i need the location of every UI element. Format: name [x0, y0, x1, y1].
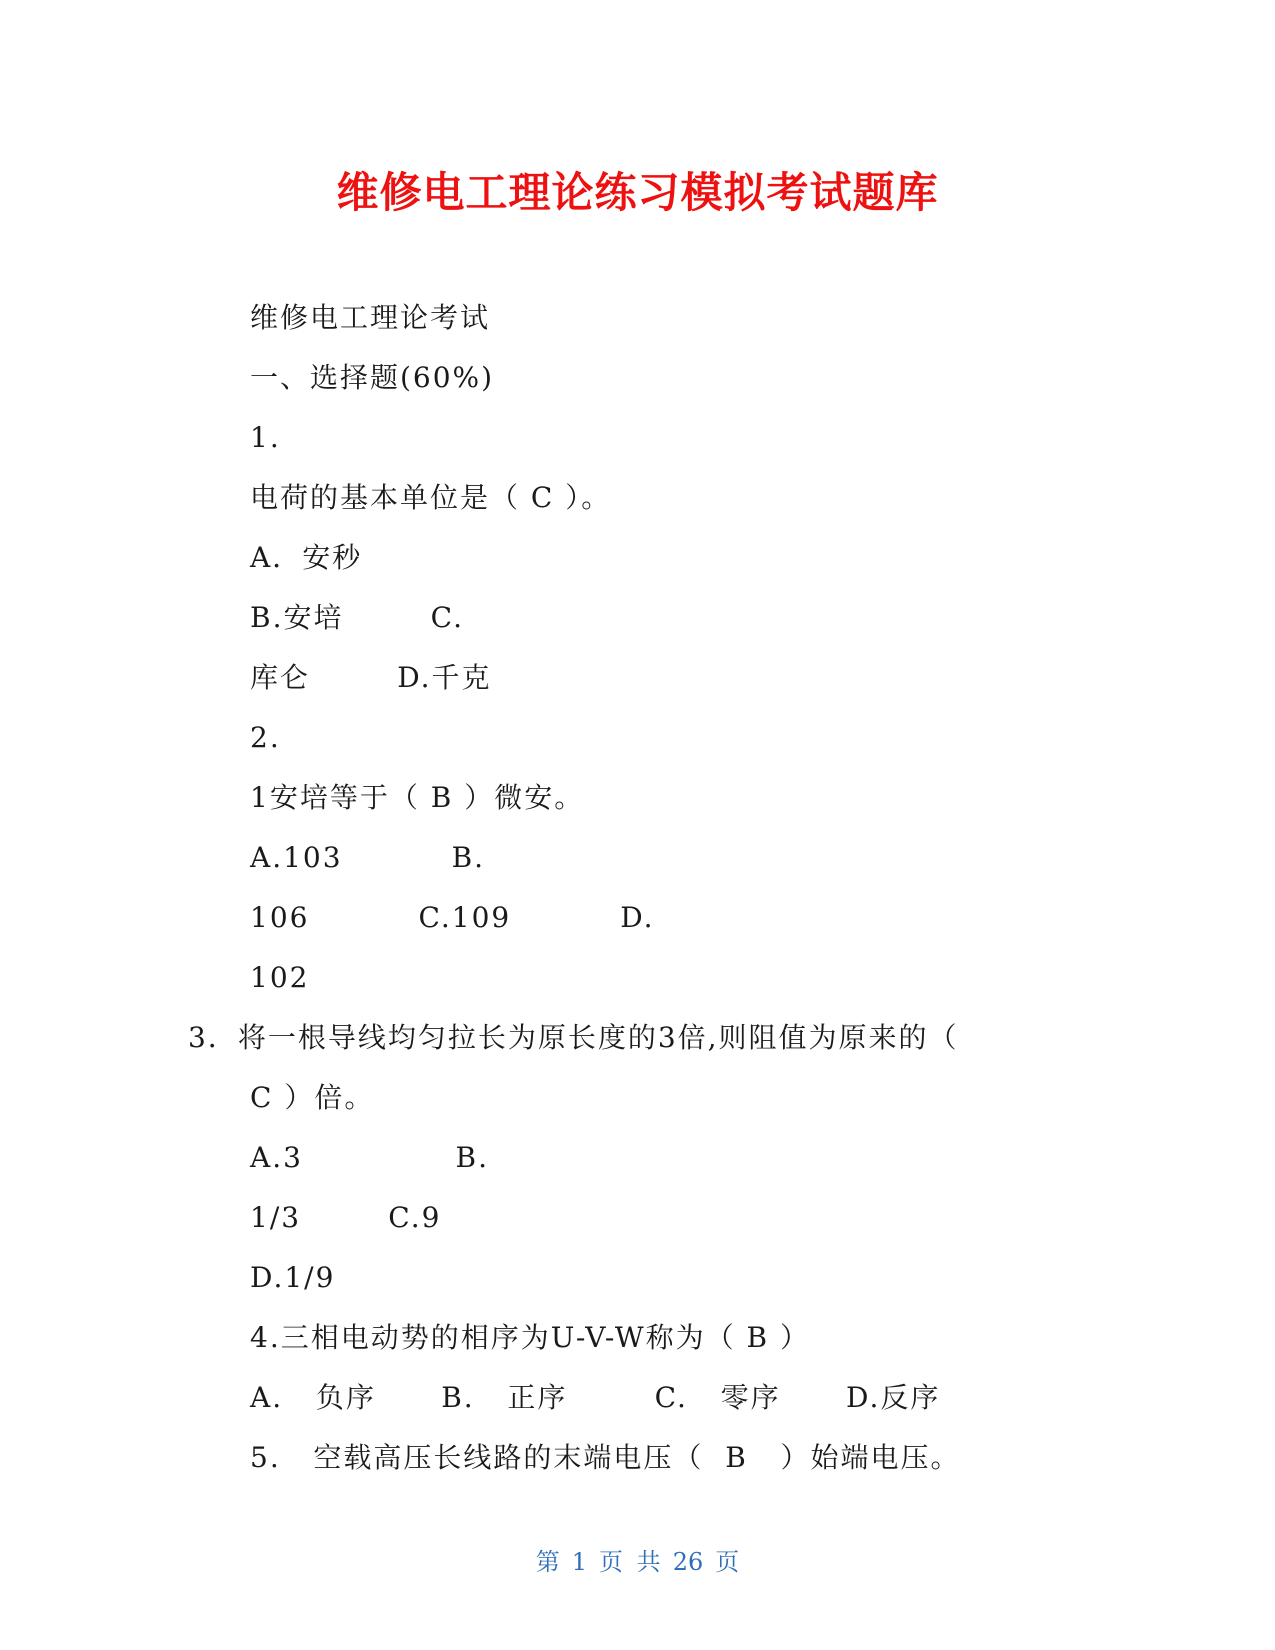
question-1-options-cd: 库仑 D.千克: [250, 661, 492, 694]
question-2-number: 2.: [250, 721, 281, 754]
question-2-text: 1安培等于（ B ）微安。: [250, 781, 585, 814]
question-4-text: 4.三相电动势的相序为U-V-W称为（ B ）: [250, 1321, 810, 1354]
question-3-option-d: D.1/9: [250, 1261, 336, 1294]
footer-prefix: 第: [535, 1548, 560, 1576]
section-heading: 一、选择题(60%): [250, 361, 495, 394]
question-2-options-bcd: 106 C.109 D.: [250, 901, 655, 934]
footer-page-number: 1: [571, 1548, 588, 1576]
question-3-text: 3．将一根导线均匀拉长为原长度的3倍,则阻值为原来的（: [188, 1021, 959, 1054]
question-3-options-bc: 1/3 C.9: [250, 1201, 442, 1234]
question-1-option-a: A．安秒: [250, 541, 363, 574]
question-1-text: 电荷的基本单位是（ C ）。: [250, 481, 612, 514]
document-title: 维修电工理论练习模拟考试题库: [336, 168, 939, 217]
question-3-text-cont: C ）倍。: [250, 1081, 375, 1114]
question-3-options-ab: A.3 B.: [250, 1141, 490, 1174]
question-4-options: A. 负序 B. 正序 C. 零序 D.反序: [250, 1381, 941, 1414]
question-5-text: 5. 空载高压长线路的末端电压（ B ）始端电压。: [250, 1441, 961, 1474]
footer-suffix: 页: [715, 1548, 740, 1576]
footer-mid: 页 共: [599, 1548, 661, 1576]
page-footer: [0, 1542, 1275, 1577]
exam-heading: 维修电工理论考试: [250, 301, 491, 334]
question-2-options-ab: A.103 B.: [250, 841, 486, 874]
question-1-number: 1.: [250, 421, 281, 454]
question-2-option-d: 102: [250, 961, 310, 994]
question-1-options-bc: B.安培 C.: [250, 601, 465, 634]
footer-total-pages: 26: [672, 1548, 704, 1576]
